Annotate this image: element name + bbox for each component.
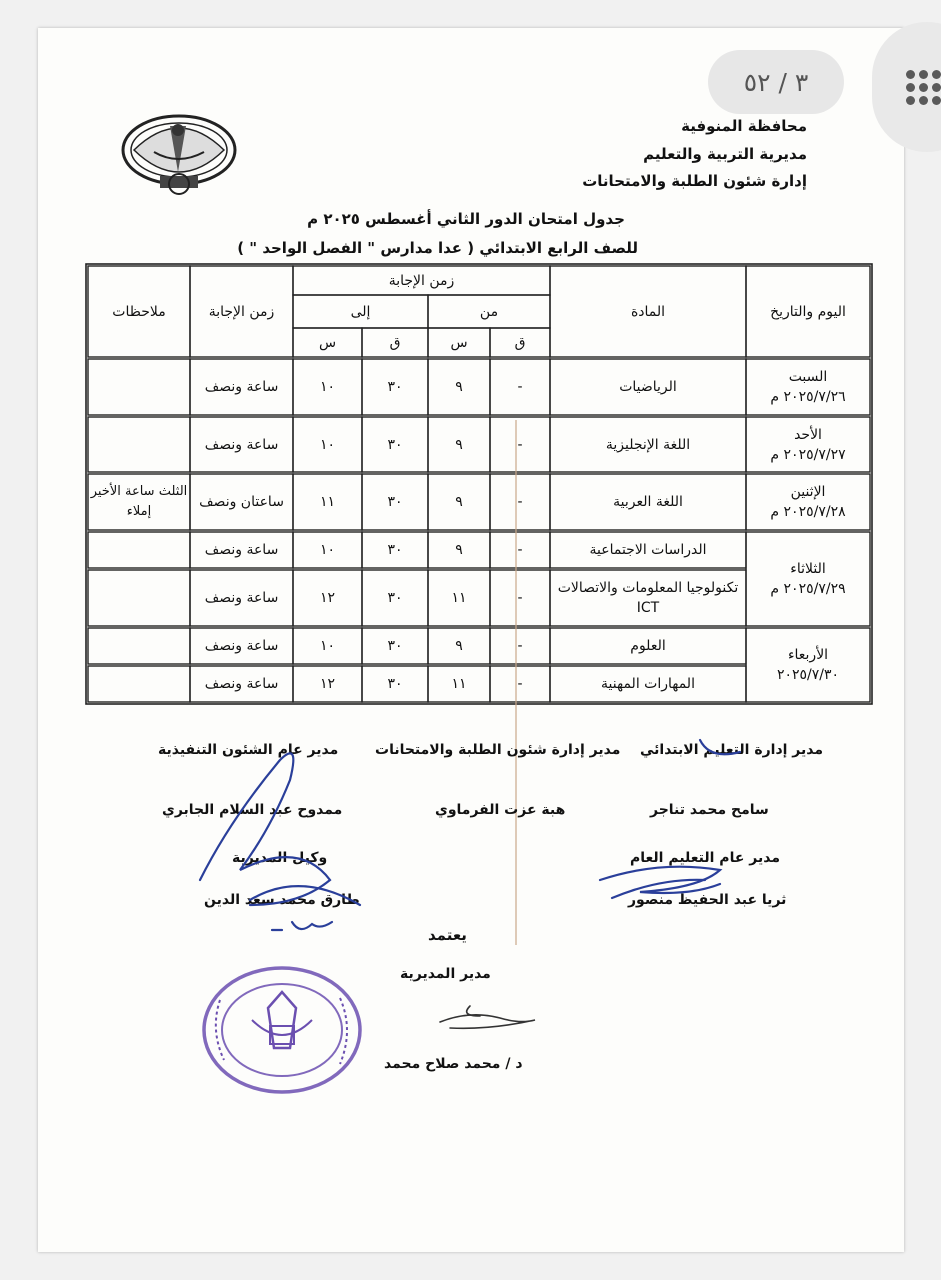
- general-edu-name: ثريا عبد الحفيظ منصور: [628, 892, 787, 908]
- header-from-minute: ق: [514, 334, 526, 351]
- document-title: جدول امتحان الدور الثاني أغسطس ٢٠٢٥ م: [307, 210, 625, 228]
- executive-director-name: ممدوح عبد السلام الجابري: [162, 802, 343, 818]
- deputy-title: وكيل المديرية: [232, 850, 328, 866]
- subject-cell: اللغة العربية: [613, 494, 683, 510]
- general-edu-title: مدير عام التعليم العام: [630, 850, 780, 866]
- day-date-cell: [748, 534, 868, 624]
- exam-date: ٢٠٢٥/٧/٢٦ م: [770, 389, 846, 405]
- official-stamp-icon: [190, 960, 370, 1110]
- to-hour-cell: ١٠: [319, 638, 336, 654]
- notes-cell: [90, 572, 188, 624]
- header-subject: المادة: [630, 303, 666, 320]
- header-duration: زمن الإجابة: [208, 303, 275, 320]
- exam-date: ٢٠٢٥/٧/٢٨ م: [770, 504, 846, 520]
- page-indicator[interactable]: ٣ / ٥٢: [708, 50, 844, 114]
- to-minute-cell: ٣٠: [387, 590, 403, 606]
- duration-cell: ساعة ونصف: [204, 590, 279, 606]
- to-hour-cell: ١٠: [319, 542, 336, 558]
- subject-cell: الدراسات الاجتماعية: [589, 542, 707, 558]
- duration-cell: ساعتان ونصف: [199, 494, 284, 510]
- student-affairs-name: هبة عزت الفرماوي: [435, 802, 566, 818]
- from-minute-cell: -: [517, 542, 523, 558]
- header-day-date: اليوم والتاريخ: [770, 303, 846, 320]
- day-name: الإثنين: [790, 484, 826, 500]
- from-hour-cell: ٩: [455, 542, 463, 558]
- directorate-head-name: د / محمد صلاح محمد: [384, 1056, 523, 1072]
- duration-cell: ساعة ونصف: [204, 379, 279, 395]
- deputy-name: طارق محمد سعد الدين: [204, 892, 360, 908]
- day-date-cell: [748, 361, 868, 413]
- exam-date: ٢٠٢٥/٧/٢٧ م: [770, 446, 846, 463]
- governorate-logo-icon: [120, 112, 238, 196]
- subject-cell: الرياضيات: [619, 379, 677, 395]
- to-minute-cell: ٣٠: [387, 676, 403, 692]
- student-affairs-title: مدير إدارة شئون الطلبة والامتحانات: [375, 742, 621, 758]
- header-answer-time-group: زمن الإجابة: [388, 272, 455, 289]
- notes-cell: [90, 419, 188, 470]
- notes-cell: [90, 668, 188, 700]
- notes-cell: [90, 630, 188, 662]
- subject-cell: العلوم: [630, 638, 666, 654]
- header-from: من: [479, 303, 499, 320]
- to-minute-cell: ٣٠: [387, 436, 403, 453]
- exam-date: ٢٠٢٥/٧/٢٩ م: [770, 581, 846, 597]
- notes-cell: [90, 534, 188, 566]
- notes-cell: [90, 361, 188, 413]
- to-hour-cell: ١٠: [319, 436, 336, 453]
- primary-director-title: مدير إدارة التعليم الابتدائي: [640, 742, 824, 758]
- day-name: السبت: [788, 369, 828, 385]
- day-name: الأربعاء: [787, 647, 829, 663]
- duration-cell: ساعة ونصف: [204, 542, 279, 558]
- from-minute-cell: -: [517, 676, 523, 692]
- from-minute-cell: -: [517, 590, 523, 606]
- day-name: الأحد: [794, 426, 822, 443]
- day-name: الثلاثاء: [790, 561, 826, 577]
- header-directorate: مديرية التربية والتعليم: [643, 145, 807, 163]
- to-hour-cell: ١٢: [319, 676, 336, 692]
- from-hour-cell: ٩: [455, 379, 463, 395]
- to-minute-cell: ٣٠: [387, 638, 403, 654]
- executive-director-title: مدير عام الشئون التنفيذية: [158, 742, 339, 758]
- to-minute-cell: ٣٠: [387, 379, 403, 395]
- subject-cell: تكنولوجيا المعلومات والاتصالات ICT: [557, 580, 739, 616]
- to-hour-cell: ١٢: [319, 590, 336, 606]
- subject-cell: اللغة الإنجليزية: [605, 436, 691, 453]
- from-minute-cell: -: [517, 436, 523, 453]
- header-to: إلى: [350, 303, 371, 320]
- from-minute-cell: -: [517, 494, 523, 510]
- from-hour-cell: ١١: [451, 676, 467, 692]
- header-notes: ملاحظات: [112, 303, 166, 320]
- duration-cell: ساعة ونصف: [204, 676, 279, 692]
- from-minute-cell: -: [517, 638, 523, 654]
- header-to-minute: ق: [389, 334, 401, 351]
- document-subtitle: للصف الرابع الابتدائي ( عدا مدارس " الفصل الواحد " ): [237, 239, 638, 257]
- from-hour-cell: ٩: [455, 494, 463, 510]
- from-hour-cell: ١١: [451, 590, 467, 606]
- day-date-cell: [748, 476, 868, 528]
- approve-label: يعتمد: [428, 926, 467, 944]
- to-minute-cell: ٣٠: [387, 494, 403, 510]
- dots-grid-icon: [906, 70, 938, 110]
- notes-cell: الثلث ساعة الأخير إملاء: [90, 484, 188, 519]
- header-from-hour: س: [450, 334, 468, 351]
- header-department: إدارة شئون الطلبة والامتحانات: [582, 172, 807, 190]
- duration-cell: ساعة ونصف: [204, 638, 279, 654]
- from-hour-cell: ٩: [455, 436, 463, 453]
- header-to-hour: س: [318, 334, 337, 351]
- from-minute-cell: -: [517, 379, 523, 395]
- primary-director-name: سامح محمد تناجر: [650, 802, 769, 818]
- duration-cell: ساعة ونصف: [204, 436, 279, 453]
- from-hour-cell: ٩: [455, 638, 463, 654]
- exam-date: ٢٠٢٥/٧/٣٠: [776, 667, 840, 683]
- header-governorate: محافظة المنوفية: [681, 117, 807, 135]
- to-hour-cell: ١١: [319, 494, 336, 510]
- to-hour-cell: ١٠: [319, 379, 336, 395]
- day-date-cell: [748, 419, 868, 470]
- subject-cell: المهارات المهنية: [601, 676, 695, 692]
- to-minute-cell: ٣٠: [387, 542, 403, 558]
- day-date-cell: [748, 630, 868, 700]
- directorate-head-title: مدير المديرية: [400, 966, 491, 982]
